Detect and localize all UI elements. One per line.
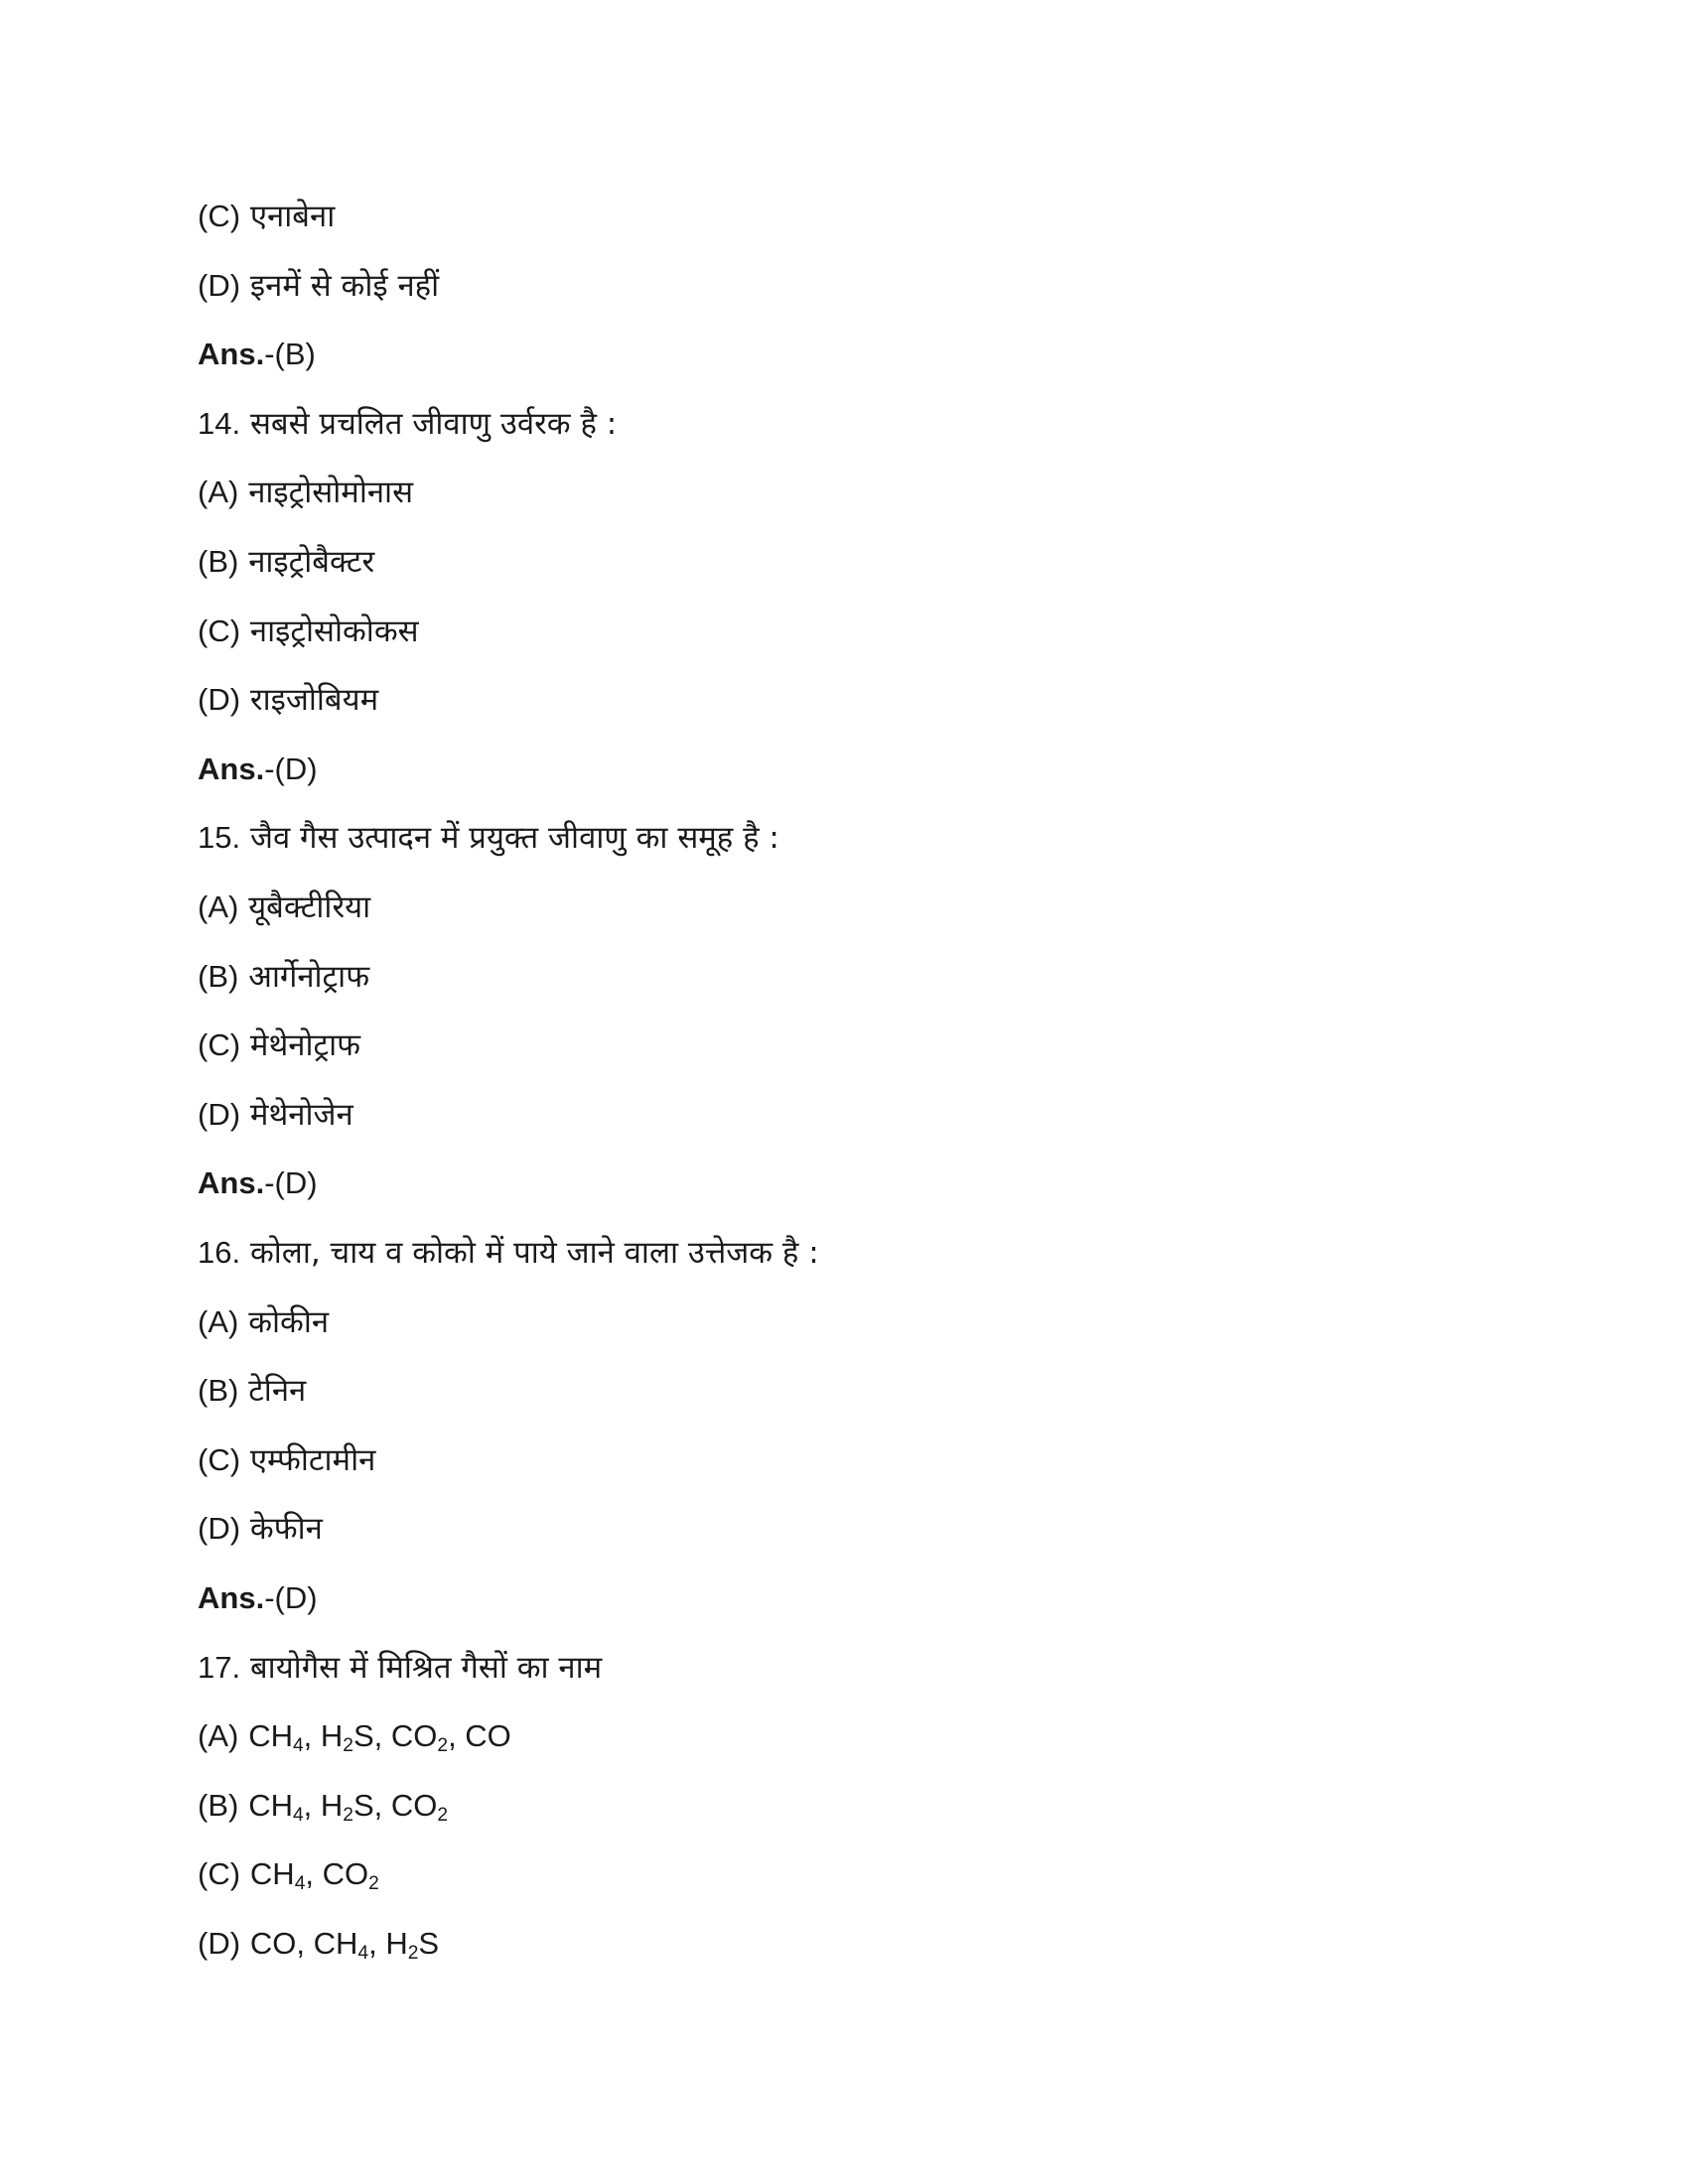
option-text: एम्फीटामीन [249,1441,376,1478]
option-text: केफीन [249,1511,323,1548]
answer-line [198,748,318,791]
option-letter: (A) [198,1303,239,1339]
formula-text: S, CO [352,1718,438,1754]
option-letter: (B) [198,958,239,994]
option-letter: (C) [198,613,241,648]
question-line [198,402,617,446]
formula-subscript: 4 [294,1873,306,1895]
option-letter: (B) [198,544,239,579]
answer-label: Ans. [198,1165,265,1201]
formula-text: S [418,1926,440,1961]
option-line [198,1714,511,1758]
option-line [198,1093,353,1137]
option-letter: (D) [198,682,241,718]
chemical-formula-list [249,1856,379,1895]
option-letter: (B) [198,1787,239,1823]
option-letter: (D) [198,267,241,303]
answer-label: Ans. [198,1580,265,1615]
answer-value: -(D) [264,1165,318,1201]
question-line [198,816,779,860]
formula-subscript: 2 [437,1734,449,1756]
option-text: एनाबेना [249,199,336,234]
formula-text: CH [249,1856,295,1892]
formula-text: CO, CH [249,1926,358,1961]
option-text: नाइट्रोसोमोनास [248,475,414,511]
formula-text: S, CO [352,1787,438,1823]
option-text: इनमें से कोई नहीं [249,267,440,304]
answer-label: Ans. [198,751,265,786]
chemical-formula-list [248,1718,511,1756]
option-text: मेथेनोट्राफ [249,1027,361,1064]
option-letter: (A) [198,889,239,924]
formula-subscript: 2 [343,1804,353,1826]
question-text: बायोगैस में मिश्रित गैसों का नाम [249,1649,603,1686]
option-text: आर्गेनोट्राफ [248,958,370,995]
option-line [198,886,370,929]
option-line [198,1024,360,1067]
option-text: नाइट्रोबैक्टर [248,544,375,580]
option-line [198,1922,439,1966]
option-line [198,1507,323,1551]
formula-subscript: 4 [357,1942,369,1964]
option-line [198,1300,329,1344]
option-text: यूबैक्टीरिया [248,889,371,925]
formula-subscript: 2 [437,1804,449,1826]
formula-text: , H [303,1787,344,1823]
option-letter: (D) [198,1926,241,1961]
question-number: 14. [198,405,241,441]
formula-text: , CO [305,1856,369,1892]
question-text: कोला, चाय व कोको में पाये जाने वाला उत्तेजक है : [249,1235,819,1271]
answer-label: Ans. [198,337,265,372]
option-line [198,678,378,722]
option-line [198,1369,306,1413]
option-text: नाइट्रोसोकोकस [249,613,419,649]
question-number: 15. [198,820,241,856]
option-line [198,540,374,584]
formula-subscript: 4 [292,1804,304,1826]
formula-subscript: 4 [292,1734,304,1756]
question-line [198,1231,819,1275]
option-text: कोकीन [248,1303,330,1340]
option-line [198,1784,448,1828]
option-text: टेनिन [248,1373,307,1410]
formula-subscript: 2 [407,1942,419,1964]
option-letter: (B) [198,1373,239,1409]
chemical-formula-list [248,1787,449,1826]
formula-subscript: 2 [343,1734,353,1756]
formula-subscript: 2 [368,1873,379,1895]
question-text: जैव गैस उत्पादन में प्रयुक्त जीवाणु का समूह है : [249,820,779,857]
option-line [198,264,439,308]
option-letter: (C) [198,199,241,233]
option-letter: (A) [198,1718,239,1754]
question-line [198,1646,602,1690]
option-letter: (D) [198,1096,241,1132]
option-text: मेथेनोजेन [249,1096,353,1133]
option-line [198,955,369,999]
option-letter: (C) [198,1441,241,1477]
option-letter: (C) [198,1856,241,1892]
formula-text: CH [248,1718,293,1754]
formula-text: CH [248,1787,293,1823]
option-line [198,1852,379,1896]
question-text: सबसे प्रचलित जीवाणु उर्वरक है : [249,405,618,442]
question-number: 17. [198,1649,241,1685]
formula-text: , H [303,1718,344,1754]
option-text: राइजोबियम [249,682,379,719]
formula-text: , CO [448,1718,511,1754]
option-letter: (C) [198,1027,241,1063]
answer-value: -(D) [264,751,318,786]
option-line [198,195,335,238]
chemical-formula-list [249,1926,440,1964]
option-line [198,610,419,653]
option-line [198,471,413,514]
answer-value: -(D) [264,1580,318,1615]
answer-line [198,1576,318,1620]
formula-text: , H [368,1926,408,1961]
answer-line [198,1161,318,1205]
answer-line [198,333,316,376]
option-line [198,1438,375,1482]
question-number: 16. [198,1235,241,1270]
option-letter: (D) [198,1511,241,1547]
option-letter: (A) [198,475,239,510]
answer-value: -(B) [264,337,316,372]
